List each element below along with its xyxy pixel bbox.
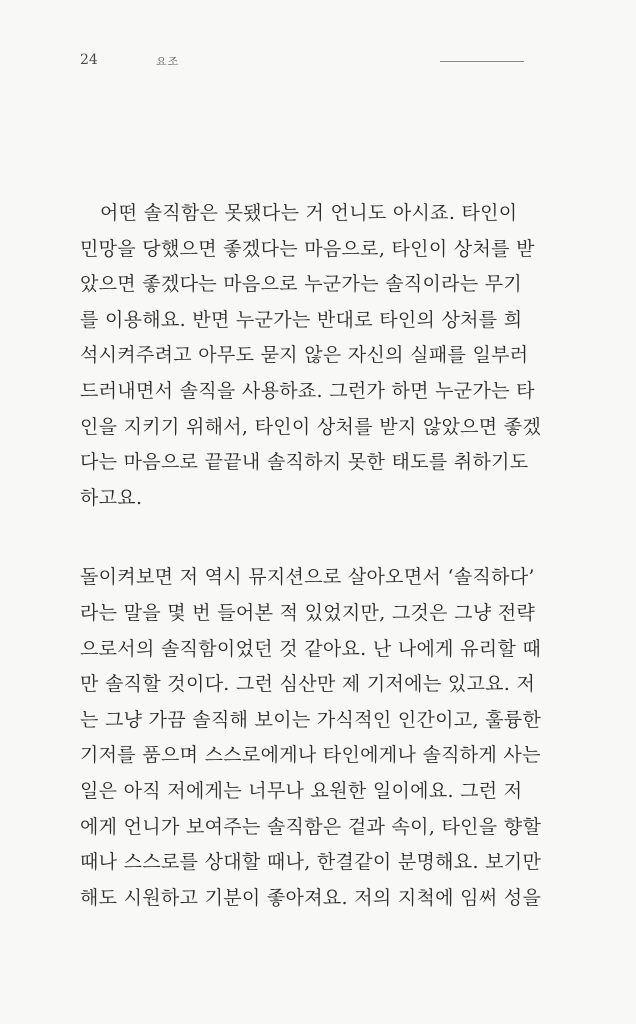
text-line: 를 이용해요. 반면 누군가는 반대로 타인의 상처를 희	[80, 308, 523, 331]
text-line: 다는 마음으로 끝끝내 솔직하지 못한 태도를 취하기도	[80, 451, 529, 474]
text-line: 어떤 솔직함은 못됐다는 거 언니도 아시죠. 타인이	[100, 202, 518, 224]
text-line: 드러내면서 솔직을 사용하죠. 그런가 하면 누군가는 타	[80, 379, 535, 402]
paragraph-1	[80, 196, 540, 516]
page-number: 24	[80, 52, 98, 68]
text-line: 일은 아직 저에게는 너무나 요원한 일이에요. 그런 저	[80, 779, 523, 802]
text-line: 에게 언니가 보여주는 솔직함은 겉과 속이, 타인을 향할	[80, 815, 542, 838]
text-line: 는 그냥 가끔 솔직해 보이는 가식적인 인간이고, 훌륭한	[80, 708, 542, 731]
text-line: 때나 스스로를 상대할 때나, 한결같이 분명해요. 보기만	[80, 851, 542, 874]
text-line: 라는 말을 몇 번 들어본 적 있었지만, 그것은 그냥 전략	[80, 601, 536, 624]
body-text	[80, 196, 540, 916]
page-header	[80, 52, 524, 74]
text-line: 았으면 좋겠다는 마음으로 누군가는 솔직이라는 무기	[80, 273, 523, 296]
text-line: 만 솔직할 것이다. 그런 심산만 제 기저에는 있고요. 저	[80, 673, 536, 696]
text-line: 해도 시원하고 기분이 좋아져요. 저의 지척에 임써 성을	[80, 886, 542, 909]
text-line: 기저를 품으며 스스로에게나 타인에게나 솔직하게 사는	[80, 744, 541, 767]
text-line: 돌이켜보면 저 역시 뮤지션으로 살아오면서 ‘솔직하다’	[80, 566, 535, 589]
text-line: 인을 지키기 위해서, 타인이 상처를 받지 않았으면 좋겠	[80, 415, 542, 438]
text-line: 석시켜주려고 아무도 묻지 않은 자신의 실패를 일부러	[80, 344, 529, 367]
paragraph-2	[80, 560, 540, 916]
running-title: 요조	[156, 55, 180, 68]
text-line: 하고요.	[80, 486, 143, 509]
header-rule	[440, 61, 524, 62]
text-line: 민망을 당했으면 좋겠다는 마음으로, 타인이 상처를 받	[80, 237, 535, 260]
text-line: 으로서의 솔직함이었던 것 같아요. 난 나에게 유리할 때	[80, 637, 542, 660]
